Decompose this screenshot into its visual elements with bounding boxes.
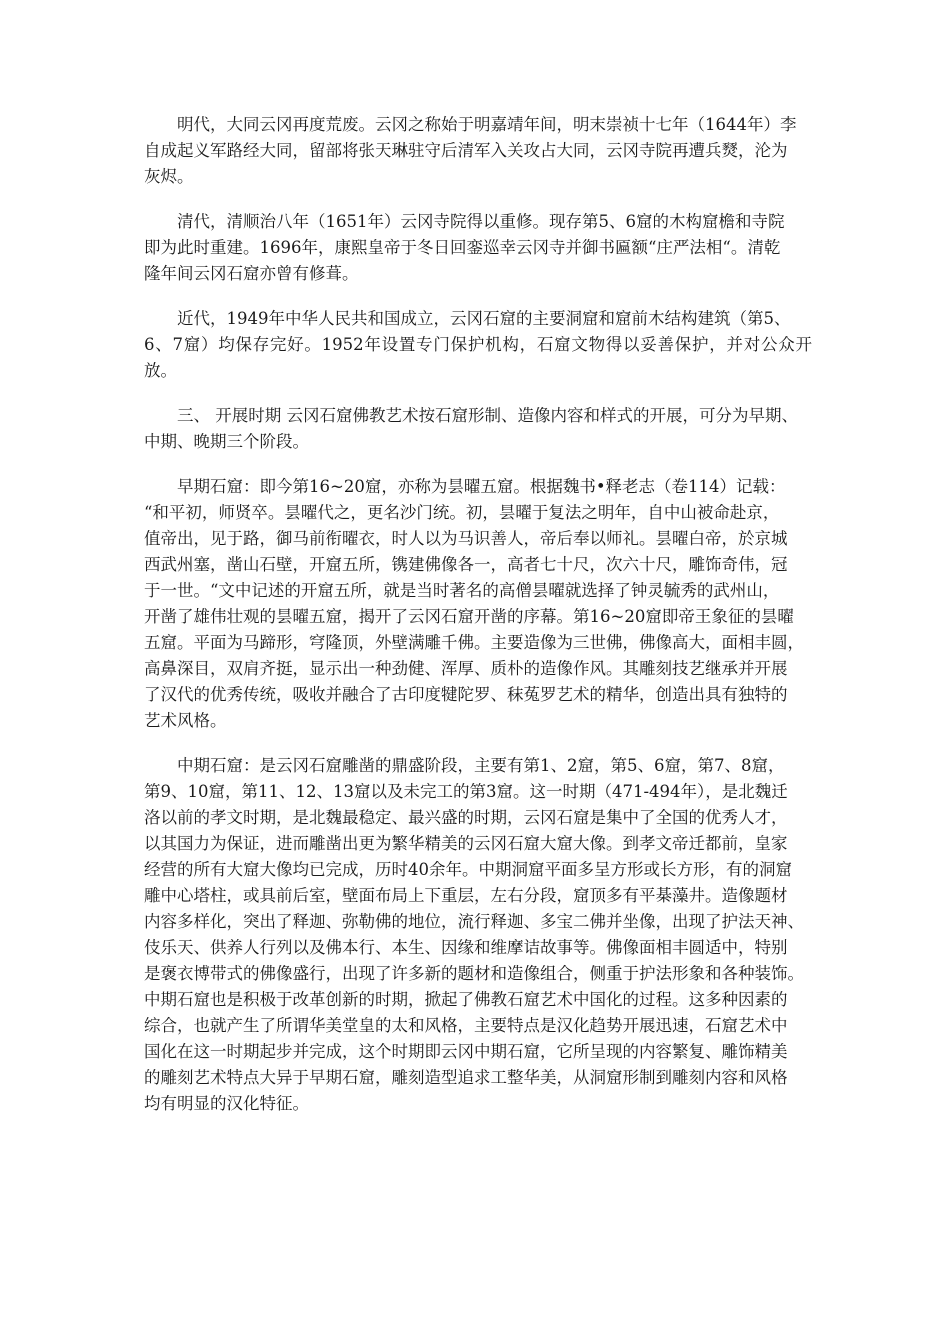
paragraph-qing-dynasty: 清代，清顺治八年（1651年）云冈寺院得以重修。现存第5、6窟的木构窟檐和寺院 即为此时重建。1696年，康熙皇帝于冬日回銮巡幸云冈寺并御书匾额“庄严法相“。清乾 隆年间云冈石窟亦曾有修葺。 (144, 212, 785, 283)
paragraph-middle-grottoes: 中期石窟：是云冈石窟雕凿的鼎盛阶段，主要有第1、2窟，第5、6窟，第7、8窟， 第9、10窟，第11、12、13窟以及未完工的第3窟。这一时期（471-494年），是北魏迁 洛以前的孝文时期，是北魏最稳定、最兴盛的时期，云冈石窟是集中了全国的优秀人才， 以其国力为保证，进而雕凿出更为繁华精美的云冈石窟大窟大像。到孝文帝迁都前，皇家 经营的所有大窟大像均已完成，历时40余年。中期洞窟平面多呈方形或长方形，有的洞窟 雕中心塔柱，或具前后室，壁面布局上下重层，左右分段，窟顶多有平棊藻井。造像题材 内容多样化，突出了释迦、弥勒佛的地位，流行释迦、多宝二佛并坐像，出现了护法天神、 伎乐天、供养人行列以及佛本行、本生、因缘和维摩诘故事等。佛像面相丰圆适中，特别 是褒衣博带式的佛像盛行，出现了许多新的题材和造像组合，侧重于护法形象和各种装饰。 中期石窟也是积极于改革创新的时期，掀起了佛教石窟艺术中国化的过程。这多种因素的 综合，也就产生了所谓华美堂皇的太和风格，主要特点是汉化趋势开展迅速，石窟艺术中 国化在这一时期起步并完成，这个时期即云冈中期石窟，它所呈现的内容繁复、雕饰精美 的雕刻艺术特点大异于早期石窟，雕刻造型追求工整华美，从洞窟形制到雕刻内容和风格 均有明显的汉化特征。 (144, 756, 804, 1113)
paragraph-early-grottoes: 早期石窟：即今第16~20窟，亦称为昙曜五窟。根据魏书•释老志（卷114）记载： “和平初，师贤卒。昙曜代之，更名沙门统。初，昙曜于复法之明年，自中山被命赴京， 值帝出，见于路，御马前衔曜衣，时人以为马识善人，帝后奉以师礼。昙曜白帝，於京城 西武州塞，凿山石壁，开窟五所，镌建佛像各一，高者七十尺，次六十尺，雕饰奇伟，冠 于一世。“文中记述的开窟五所，就是当时著名的高僧昙曜就选择了钟灵毓秀的武州山， 开凿了雄伟壮观的昙曜五窟，揭开了云冈石窟开凿的序幕。第16~20窟即帝王象征的昙曜 五窟。平面为马蹄形，穹隆顶，外壁满雕千佛。主要造像为三世佛，佛像高大，面相丰圆， 高鼻深目，双肩齐挺，显示出一种劲健、浑厚、质朴的造像作风。其雕刻技艺继承并开展 了汉代的优秀传统，吸收并融合了古印度犍陀罗、秣菟罗艺术的精华，创造出具有独特的 艺术风格。 (144, 477, 804, 730)
paragraph-ming-dynasty: 明代，大同云冈再度荒废。云冈之称始于明嘉靖年间，明末崇祯十七年（1644年）李 自成起义军路经大同，留部将张天琳驻守后清军入关攻占大同，云冈寺院再遭兵燹，沦为 灰烬。 (144, 115, 797, 186)
paragraph-development-periods: 三、 开展时期 云冈石窟佛教艺术按石窟形制、造像内容和样式的开展，可分为早期、 中期、晚期三个阶段。 (144, 406, 798, 451)
paragraph-modern-era: 近代，1949年中华人民共和国成立，云冈石窟的主要洞窟和窟前木结构建筑（第5、 6、7窟）均保存完好。1952年设置专门保护机构，石窟文物得以妥善保护，并对公众开放。 (144, 309, 812, 380)
